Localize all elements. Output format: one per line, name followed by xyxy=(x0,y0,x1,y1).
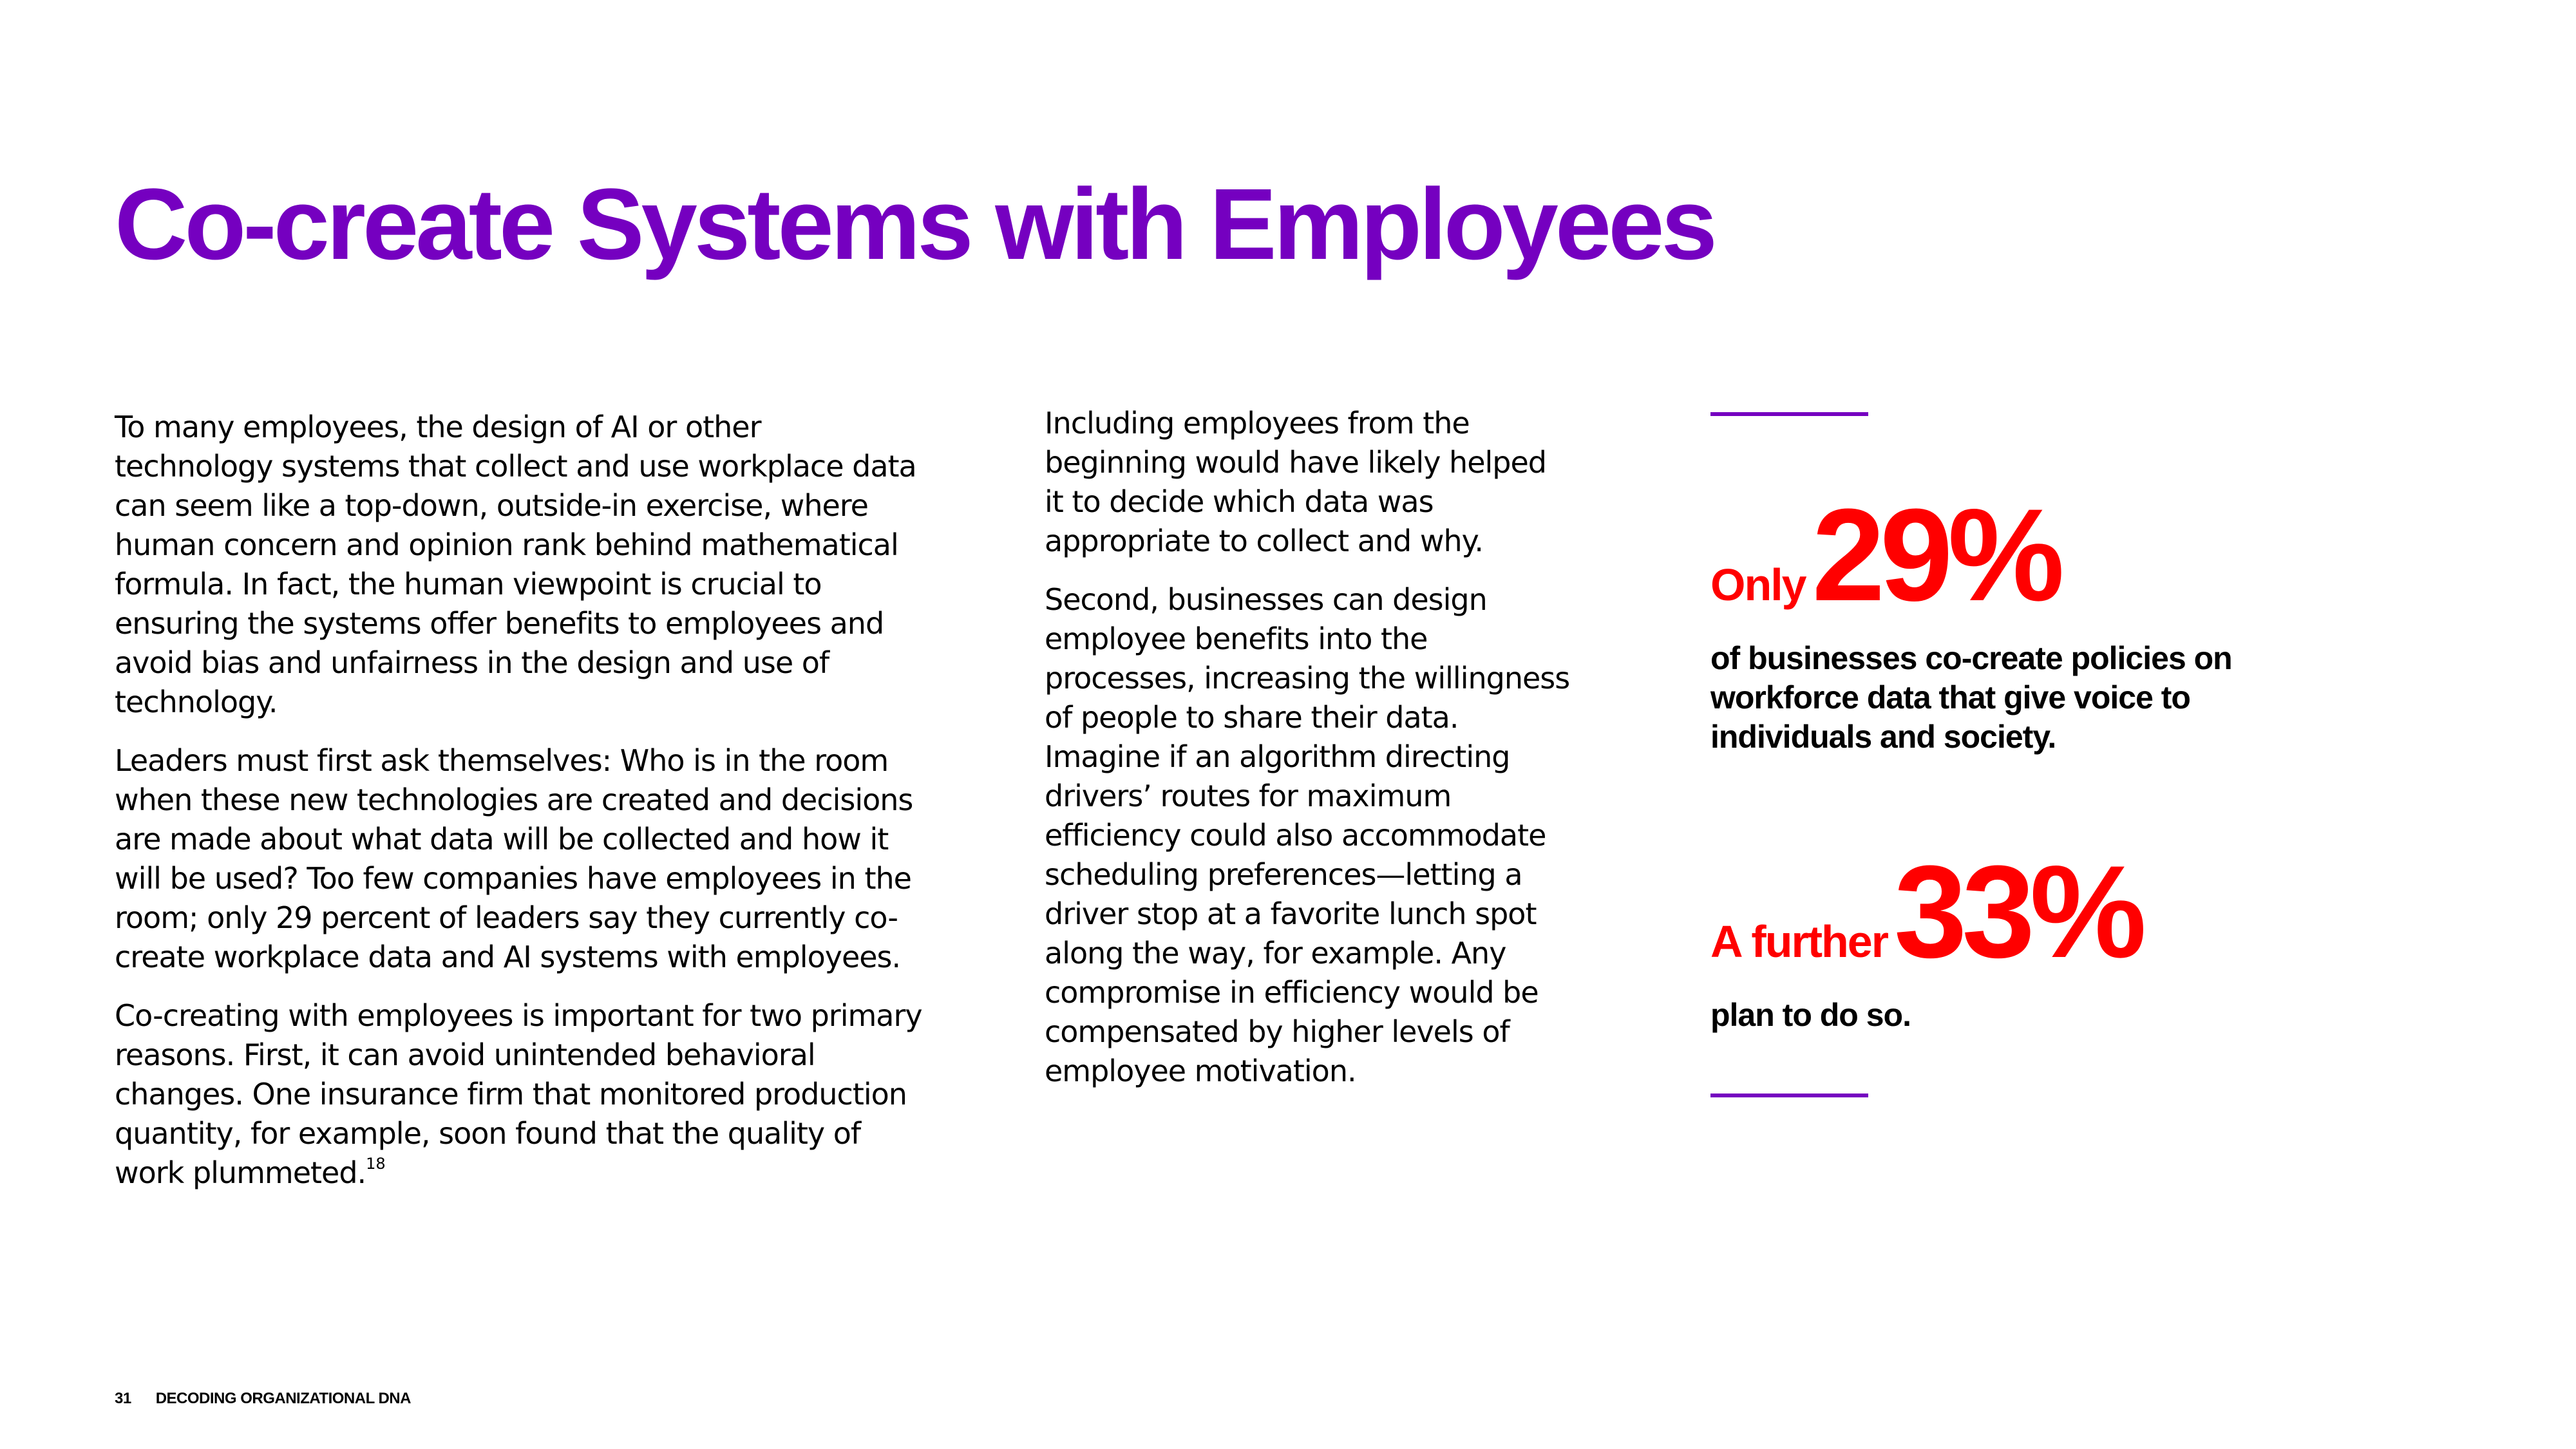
stat-value: 29% xyxy=(1812,482,2060,629)
body-paragraph: Leaders must first ask themselves: Who is in the room when these new technologies are created and decisions are made about what data will be collected and how it will be used? Too few companies have employees in the room; only 29 percent of leaders say they currently co-create workplace data and AI systems with employees. xyxy=(115,743,913,974)
stat-heading xyxy=(1710,482,2290,629)
stat-divider-bottom xyxy=(1710,1094,1868,1097)
body-paragraph: Second, businesses can design employee benefits into the processes, increasing the willingness of people to share their data. Imagine if an algorithm directing drivers’ routes for maximum efficiency could also accommodate scheduling preferences—letting a driver stop at a favorite lunch spot along the way, for example. Any compromise in efficiency would be compensated by higher levels of employee motivation. xyxy=(1045,582,1570,1088)
page-title: Co-create Systems with Employees xyxy=(115,168,1714,281)
stat-value: 33% xyxy=(1893,838,2142,985)
stat-description: plan to do so. xyxy=(1710,997,1911,1033)
body-column-left xyxy=(115,408,926,1212)
stat-description: of businesses co-create policies on workforce data that give voice to individuals and society. xyxy=(1710,640,2232,755)
stat-prefix: Only xyxy=(1710,560,1806,610)
publication-title: DECODING ORGANIZATIONAL DNA xyxy=(155,1390,411,1407)
page-number: 31 xyxy=(115,1390,131,1407)
stat-callout-33 xyxy=(1710,838,2290,1035)
stat-heading xyxy=(1710,838,2290,985)
stat-prefix: A further xyxy=(1710,916,1888,967)
body-column-middle xyxy=(1045,404,1573,1110)
body-paragraph-text: Co-creating with employees is important for two primary reasons. First, it can avoid unintended behavioral changes. One insurance firm that monitored production quantity, for example, soon found that the quality of work plummeted. xyxy=(115,998,922,1190)
stat-callout-29 xyxy=(1710,482,2290,757)
body-paragraph xyxy=(115,996,926,1193)
footnote-reference: 18 xyxy=(366,1155,386,1173)
page-footer xyxy=(115,1390,411,1408)
body-paragraph: Including employees from the beginning would have likely helped it to decide which data was appropriate to collect and why. xyxy=(1045,406,1546,558)
body-paragraph: To many employees, the design of AI or other technology systems that collect and use workplace data can seem like a top-down, outside-in exercise, where human concern and opinion rank behind mathematical formula. In fact, the human viewpoint is crucial to ensuring the systems offer benefits to employees and avoid bias and unfairness in the design and use of technology. xyxy=(115,410,916,719)
stat-divider-top xyxy=(1710,412,1868,416)
